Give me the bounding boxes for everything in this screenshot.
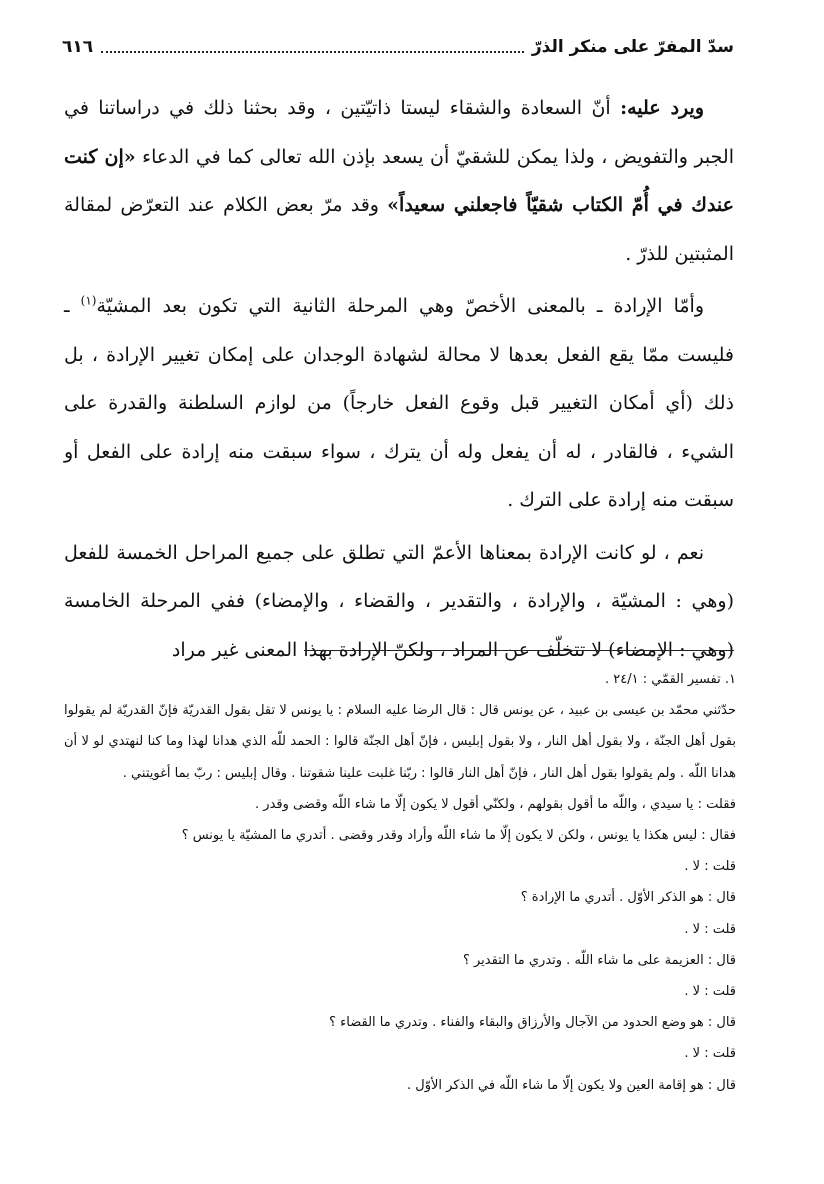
page-header bbox=[62, 30, 734, 64]
paragraph-2-text-b: ـ فليست ممّا يقع الفعل بعدها لا محالة لشهادة الوجدان على إمكان تغيير الإرادة ، بل ذلك (أي أمكان التغيير قبل وقوع الفعل خارجاً) من لوازم السلطنة والقدرة على الشيء ، فالقادر ، له أن يفعل وله أن يترك ، سواء سبقت منه إرادة على الفعل أو سبقت منه إرادة على الترك . bbox=[64, 295, 734, 511]
footnote-hadith-intro: حدّثني محمّد بن عيسى بن عبيد ، عن يونس قال : قال الرضا عليه السلام : يا يونس لا تقل بقول القدريّة فإنّ القدريّة لم يقولوا بقول أهل الجنّة ، ولا بقول أهل النار ، ولا بقول إبليس ، فإنّ أهل الجنّة قالوا : الحمد للّه الذي هدانا لهذا وما كنا لنهتدي لو لا أن هدانا اللّه . ولم يقولوا بقول أهل النار ، فإنّ أهل النار قالوا : ربّنا غلبت علينا شقوتنا . وقال إبليس : ربّ بما أغويتني . bbox=[64, 703, 736, 781]
paragraph-1-text-b: وقد مرّ بعض الكلام عند التعرّض لمقالة المثبتين للذرّ . bbox=[64, 194, 734, 265]
footnote-separator bbox=[304, 650, 734, 651]
paragraph-1 bbox=[64, 84, 734, 278]
paragraph-2-text-a: وأمّا الإرادة ـ بالمعنى الأخصّ وهي المرحلة الثانية التي تكون بعد المشيّة bbox=[96, 295, 704, 317]
header-dotted-leader bbox=[101, 41, 524, 53]
footnote-line: قال : هو إقامة العين ولا يكون إلّا ما شاء اللّه في الذكر الأوّل . bbox=[406, 1077, 736, 1093]
footnote-line: فقال : ليس هكذا يا يونس ، ولكن لا يكون إلّا ما شاء اللّه وأراد وقدر وقضى . أتدري ما المشيّة يا يونس ؟ bbox=[181, 828, 736, 844]
footnote-line: قلت : لا . bbox=[684, 984, 736, 1000]
main-text bbox=[64, 84, 734, 678]
footnote-line: فقلت : يا سيدي ، واللّه ما أقول بقولهم ، ولكنّي أقول لا يكون إلّا ما شاء اللّه وقضى وقدر . bbox=[255, 796, 736, 812]
footnote-line: قلت : لا . bbox=[684, 1046, 736, 1062]
footnote-line: قلت : لا . bbox=[684, 859, 736, 875]
footnote-line: قال : هو الذكر الأوّل . أتدري ما الإرادة ؟ bbox=[520, 890, 736, 906]
page-number: ٦١٦ bbox=[62, 37, 94, 57]
footnote-line: قال : هو وضع الحدود من الآجال والأرزاق والبقاء والفناء . وتدري ما القضاء ؟ bbox=[329, 1015, 736, 1031]
paragraph-1-lead: ويرد عليه: bbox=[620, 97, 704, 119]
paragraph-3: نعم ، لو كانت الإرادة بمعناها الأعمّ التي تطلق على جميع المراحل الخمسة للفعل (وهي : المشيّة ، والإرادة ، والتقدير ، والقضاء ، والإمضاء) ففي المرحلة الخامسة (وهي : الإمضاء) لا تتخلّف عن المراد ، ولكنّ الإرادة بهذا المعنى غير مراد bbox=[64, 541, 734, 661]
footnote-line: قال : العزيمة على ما شاء اللّه . وتدري ما التقدير ؟ bbox=[462, 952, 736, 968]
footnote-line: قلت : لا . bbox=[684, 921, 736, 937]
running-title: سدّ المفرّ على منكر الذرّ bbox=[531, 37, 734, 57]
paragraph-2 bbox=[64, 282, 734, 525]
footnote-reference: ١. تفسير القمّي : ٢٤/١ . bbox=[604, 672, 736, 687]
dua-quote: «إن كنت عندك في أُمّ الكتاب شقيّاً فاجعلني سعيداً» bbox=[64, 145, 734, 216]
footnote-marker: (١) bbox=[80, 293, 97, 308]
footnotes bbox=[64, 664, 736, 1101]
paragraph-1-text-a: أنّ السعادة والشقاء ليستا ذاتيّتين ، وقد بحثنا ذلك في دراساتنا في الجبر والتفويض ، ولذا يمكن للشقيّ أن يسعد بإذن الله تعالى كما في الدعاء bbox=[64, 97, 734, 168]
